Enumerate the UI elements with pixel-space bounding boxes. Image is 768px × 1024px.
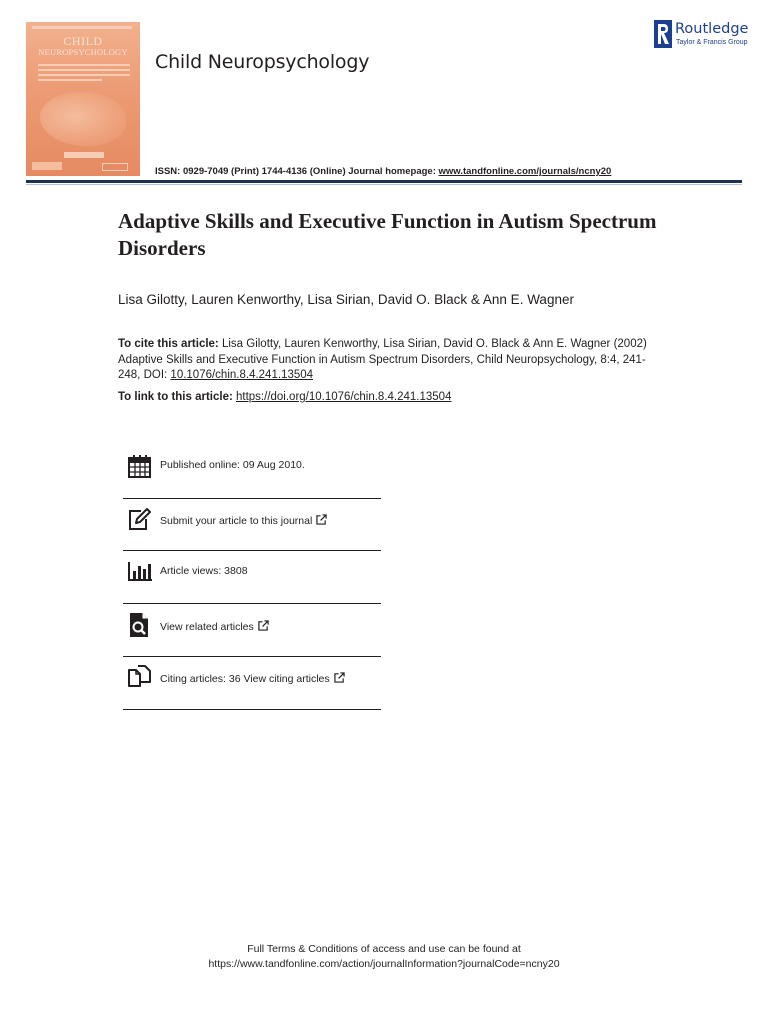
cover-title-line2: NEUROPSYCHOLOGY <box>38 47 128 57</box>
citing-documents-icon <box>127 664 153 690</box>
article-authors: Lisa Gilotty, Lauren Kenworthy, Lisa Sirian, David O. Black & Ann E. Wagner <box>118 292 574 307</box>
submit-article-link[interactable] <box>160 514 327 527</box>
related-articles-row[interactable] <box>123 612 381 652</box>
external-link-icon <box>334 672 345 683</box>
info-divider <box>123 550 381 551</box>
citation-block <box>118 337 648 384</box>
article-doi-url-link[interactable]: https://doi.org/10.1076/chin.8.4.241.13504 <box>236 391 452 403</box>
info-divider <box>123 656 381 657</box>
publisher-name: Routledge <box>675 21 749 37</box>
citing-articles-label: Citing articles: 36 View citing articles <box>160 673 330 685</box>
external-link-icon <box>258 620 269 631</box>
info-divider <box>123 498 381 499</box>
issn-line <box>155 166 611 177</box>
related-articles-link[interactable] <box>160 620 269 633</box>
issn-text: ISSN: 0929-7049 (Print) 1744-4136 (Online) Journal homepage: <box>155 166 439 177</box>
calendar-icon <box>127 453 153 479</box>
publisher-logo <box>654 20 754 52</box>
header-rule-thin <box>26 184 742 185</box>
cover-footer-block <box>32 162 62 170</box>
info-divider <box>123 603 381 604</box>
journal-name: Child Neuropsychology <box>155 51 370 73</box>
cover-publisher-logo <box>102 163 128 171</box>
routledge-r-icon <box>654 20 672 48</box>
article-views-row <box>123 559 381 599</box>
edit-icon <box>127 507 153 533</box>
terms-footer-line1: Full Terms & Conditions of access and use can be found at <box>247 943 521 955</box>
cite-label: To cite this article: <box>118 338 219 350</box>
published-online-row <box>123 453 381 493</box>
journal-homepage-link[interactable]: www.tandfonline.com/journals/ncny20 <box>438 166 612 177</box>
terms-footer-url[interactable]: https://www.tandfonline.com/action/journalInformation?journalCode=ncny20 <box>208 958 560 970</box>
article-title: Adaptive Skills and Executive Function in Autism Spectrum Disorders <box>118 209 657 260</box>
cite-text: Lisa Gilotty, Lauren Kenworthy, Lisa Sirian, David O. Black & Ann E. Wagner (2002) Adaptive Skills and Executive Function in Autism Spectrum Disorders, Child Neuropsychology, 8:4, 241-248, DOI: <box>118 338 647 381</box>
link-label: To link to this article: <box>118 391 236 403</box>
publisher-group: Taylor & Francis Group <box>676 39 748 46</box>
journal-cover-image <box>26 22 140 176</box>
document-search-icon <box>127 612 153 638</box>
cover-title-line1: CHILD <box>63 34 103 48</box>
doi-link[interactable]: 10.1076/chin.8.4.241.13504 <box>170 369 314 381</box>
header-rule <box>26 180 742 183</box>
external-link-icon <box>316 514 327 525</box>
cover-brain-illustration <box>40 92 126 146</box>
terms-footer <box>0 942 768 972</box>
submit-article-row[interactable] <box>123 507 381 547</box>
cover-top-strip <box>32 26 132 29</box>
article-link-line <box>118 391 451 403</box>
related-articles-label: View related articles <box>160 621 254 633</box>
bar-chart-icon <box>127 559 153 585</box>
citing-articles-row[interactable] <box>123 664 381 704</box>
published-online-text: Published online: 09 Aug 2010. <box>160 459 305 471</box>
cover-title <box>26 36 140 58</box>
cover-subtitle-lines <box>38 64 130 84</box>
article-views-text: Article views: 3808 <box>160 565 248 577</box>
citing-articles-link[interactable] <box>160 672 345 685</box>
cover-editor-block <box>64 152 104 158</box>
info-divider <box>123 709 381 710</box>
submit-article-label: Submit your article to this journal <box>160 515 313 527</box>
